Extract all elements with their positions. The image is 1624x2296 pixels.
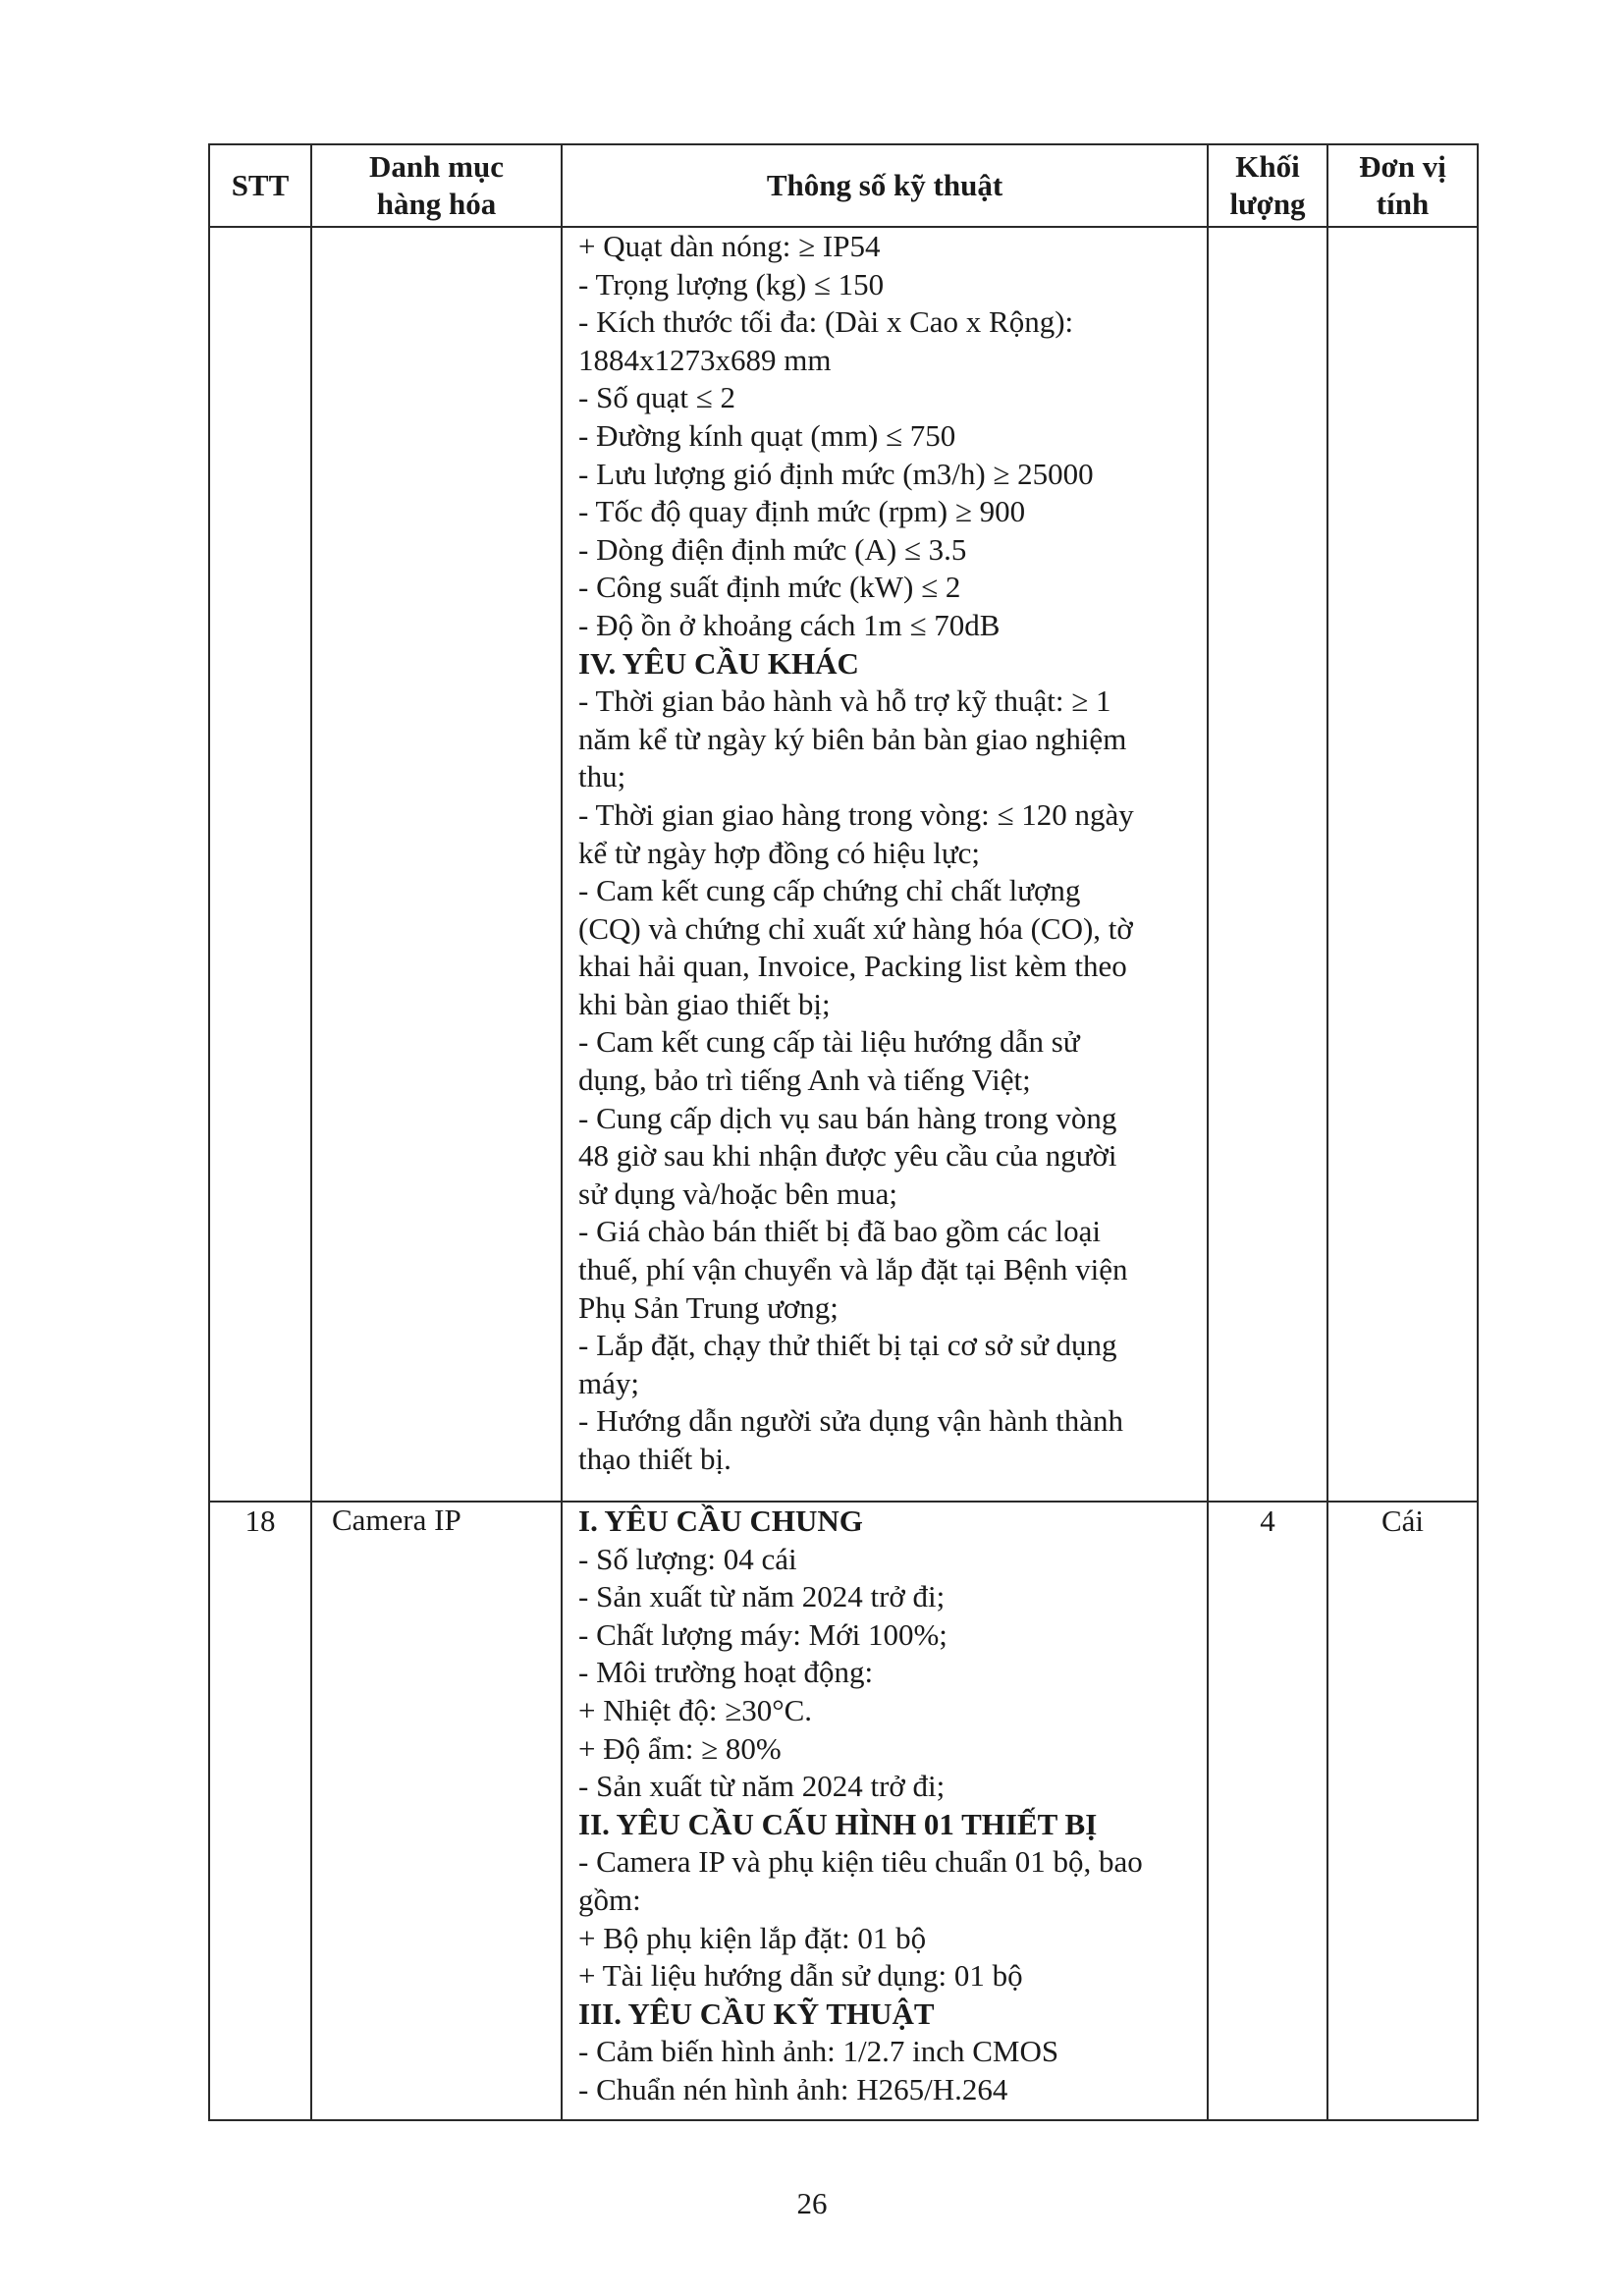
header-danh-muc: Danh mục hàng hóa: [311, 144, 562, 227]
page-number: 26: [796, 2186, 828, 2220]
spec-line: thạo thiết bị.: [578, 1442, 731, 1476]
table-row: [209, 227, 1478, 1502]
table-row: [209, 1502, 1478, 2120]
section-heading: I. YÊU CẦU CHUNG: [578, 1503, 863, 1538]
section-heading: IV. YÊU CẦU KHÁC: [578, 645, 859, 681]
spec-line: - Môi trường hoạt động:: [578, 1655, 874, 1690]
row2-unit: Cái: [1327, 1502, 1478, 2120]
row2-spec-lines: [578, 1503, 1199, 2109]
row1-stt: [209, 227, 311, 1502]
spec-line: - Cung cấp dịch vụ sau bán hàng trong vòng: [578, 1100, 1117, 1135]
row1-spec-lines: [578, 228, 1199, 1479]
spec-line: - Cảm biến hình ảnh: 1/2.7 inch CMOS: [578, 2034, 1059, 2069]
row1-name: [311, 227, 562, 1502]
spec-line: kể từ ngày hợp đồng có hiệu lực;: [578, 835, 980, 870]
spec-line: - Chuẩn nén hình ảnh: H265/H.264: [578, 2071, 1008, 2106]
row1-spec: [562, 227, 1208, 1502]
spec-line: - Cam kết cung cấp tài liệu hướng dẫn sử: [578, 1024, 1080, 1060]
spec-line: (CQ) và chứng chỉ xuất xứ hàng hóa (CO), tờ: [578, 910, 1133, 946]
header-don-vi: Đơn vị tính: [1327, 144, 1478, 227]
row1-qty: [1208, 227, 1327, 1502]
row2-name: Camera IP: [311, 1502, 562, 2120]
section-heading: II. YÊU CẦU CẤU HÌNH 01 THIẾT BỊ: [578, 1806, 1098, 1841]
spec-line: 1884x1273x689 mm: [578, 342, 832, 377]
spec-line: - Lưu lượng gió định mức (m3/h) ≥ 25000: [578, 456, 1094, 491]
spec-line: - Tốc độ quay định mức (rpm) ≥ 900: [578, 494, 1026, 529]
spec-line: - Thời gian bảo hành và hỗ trợ kỹ thuật: ≥ 1: [578, 683, 1111, 719]
spec-line: + Độ ẩm: ≥ 80%: [578, 1730, 782, 1766]
spec-line: - Công suất định mức (kW) ≤ 2: [578, 570, 961, 605]
spec-line: - Hướng dẫn người sửa dụng vận hành thành: [578, 1403, 1123, 1439]
spec-line: 48 giờ sau khi nhận được yêu cầu của người: [578, 1138, 1117, 1174]
spec-line: - Thời gian giao hàng trong vòng: ≤ 120 ngày: [578, 796, 1134, 832]
spec-line: + Quạt dàn nóng: ≥ IP54: [578, 229, 881, 263]
spec-line: Phụ Sản Trung ương;: [578, 1289, 839, 1325]
spec-line: - Chất lượng máy: Mới 100%;: [578, 1616, 947, 1652]
spec-line: + Nhiệt độ: ≥30°C.: [578, 1692, 813, 1727]
header-khoi-luong: Khối lượng: [1208, 144, 1327, 227]
row1-unit: [1327, 227, 1478, 1502]
header-row: [209, 144, 1478, 227]
spec-line: khai hải quan, Invoice, Packing list kèm theo: [578, 949, 1127, 984]
spec-line: khi bàn giao thiết bị;: [578, 986, 831, 1021]
spec-line: - Lắp đặt, chạy thử thiết bị tại cơ sở sử dụng: [578, 1328, 1117, 1363]
spec-line: - Trọng lượng (kg) ≤ 150: [578, 266, 885, 301]
spec-line: dụng, bảo trì tiếng Anh và tiếng Việt;: [578, 1063, 1031, 1098]
row2-qty: 4: [1208, 1502, 1327, 2120]
row2-stt: 18: [209, 1502, 311, 2120]
spec-line: sử dụng và/hoặc bên mua;: [578, 1175, 898, 1211]
section-heading: III. YÊU CẦU KỸ THUẬT: [578, 1995, 935, 2031]
spec-line: thuế, phí vận chuyển và lắp đặt tại Bệnh viện: [578, 1252, 1128, 1287]
spec-line: thu;: [578, 759, 626, 794]
spec-table: [208, 143, 1479, 2121]
spec-line: - Camera IP và phụ kiện tiêu chuẩn 01 bộ, bao: [578, 1844, 1143, 1880]
spec-line: - Số lượng: 04 cái: [578, 1541, 797, 1576]
row2-spec: [562, 1502, 1208, 2120]
header-thong-so: Thông số kỹ thuật: [562, 144, 1208, 227]
spec-line: máy;: [578, 1365, 639, 1400]
spec-line: năm kể từ ngày ký biên bản bàn giao nghiệm: [578, 721, 1127, 756]
spec-line: - Kích thước tối đa: (Dài x Cao x Rộng):: [578, 304, 1074, 340]
spec-line: - Dòng điện định mức (A) ≤ 3.5: [578, 531, 967, 567]
spec-line: + Tài liệu hướng dẫn sử dụng: 01 bộ: [578, 1958, 1023, 1994]
spec-line: - Giá chào bán thiết bị đã bao gồm các loại: [578, 1214, 1101, 1249]
spec-line: - Cam kết cung cấp chứng chỉ chất lượng: [578, 873, 1081, 908]
spec-line: gồm:: [578, 1882, 641, 1917]
spec-line: + Bộ phụ kiện lắp đặt: 01 bộ: [578, 1920, 927, 1955]
spec-line: - Sản xuất từ năm 2024 trở đi;: [578, 1579, 946, 1614]
header-stt: STT: [209, 144, 311, 227]
spec-line: - Độ ồn ở khoảng cách 1m ≤ 70dB: [578, 607, 1001, 642]
spec-line: - Số quạt ≤ 2: [578, 380, 735, 415]
spec-line: - Đường kính quạt (mm) ≤ 750: [578, 417, 956, 453]
spec-line: - Sản xuất từ năm 2024 trở đi;: [578, 1769, 946, 1804]
